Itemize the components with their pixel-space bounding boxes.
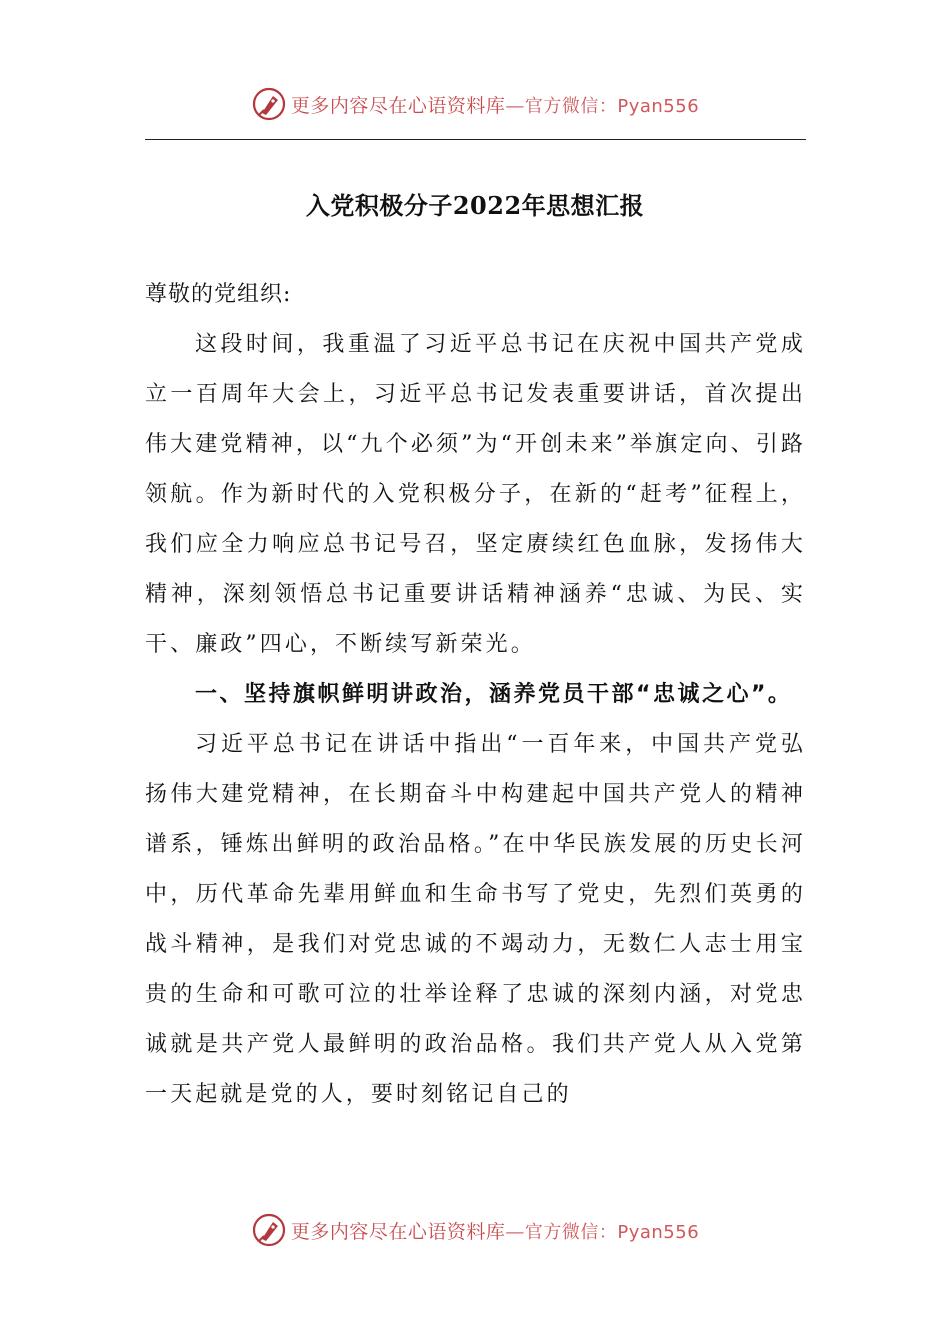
footer-banner-separator: — [505,1220,525,1243]
banner-brand: 更多内容尽在心语资料库 [290,94,506,117]
document-body [145,270,806,1120]
footer-banner [0,1210,950,1250]
paragraph-intro: 这段时间，我重温了习近平总书记在庆祝中国共产党成立一百周年大会上，习近平总书记发表重要讲话，首次提出伟大建党精神，以“九个必须”为“开创未来”举旗定向、引路领航。作为新时代的入党积极分子，在新的“赶考”征程上，我们应全力响应总书记号召，坚定赓续红色血脉，发扬伟大精神，深刻领悟总书记重要讲话精神涵养“忠诚、为民、实干、廉政”四心，不断续写新荣光。 [145,332,806,657]
pen-nib-icon [251,86,287,122]
header-divider [145,139,806,140]
salutation: 尊敬的党组织: [145,282,292,307]
pen-nib-icon [251,1212,287,1248]
paragraph-section-1: 习近平总书记在讲话中指出“一百年来，中国共产党弘扬伟大建党精神，在长期奋斗中构建起中国共产党人的精神谱系，锤炼出鲜明的政治品格。”在中华民族发展的历史长河中，历代革命先辈用鲜血和生命书写了党史，先烈们英勇的战斗精神，是我们对党忠诚的不竭动力，无数仁人志士用宝贵的生命和可歌可泣的壮举诠释了忠诚的深刻内涵，对党忠诚就是共产党人最鲜明的政治品格。我们共产党人从入党第一天起就是党的人，要时刻铭记自己的 [145,732,806,1107]
banner-wechat: 官方微信：Pyan556 [524,95,700,117]
header-banner [0,84,950,124]
banner-separator: — [505,94,525,117]
footer-banner-wechat: 官方微信：Pyan556 [524,1221,700,1243]
footer-banner-brand: 更多内容尽在心语资料库 [290,1220,506,1243]
section-heading-1: 一、坚持旗帜鲜明讲政治，涵养党员干部“忠诚之心”。 [195,682,793,707]
document-title: 入党积极分子2022年思想汇报 [305,191,645,220]
